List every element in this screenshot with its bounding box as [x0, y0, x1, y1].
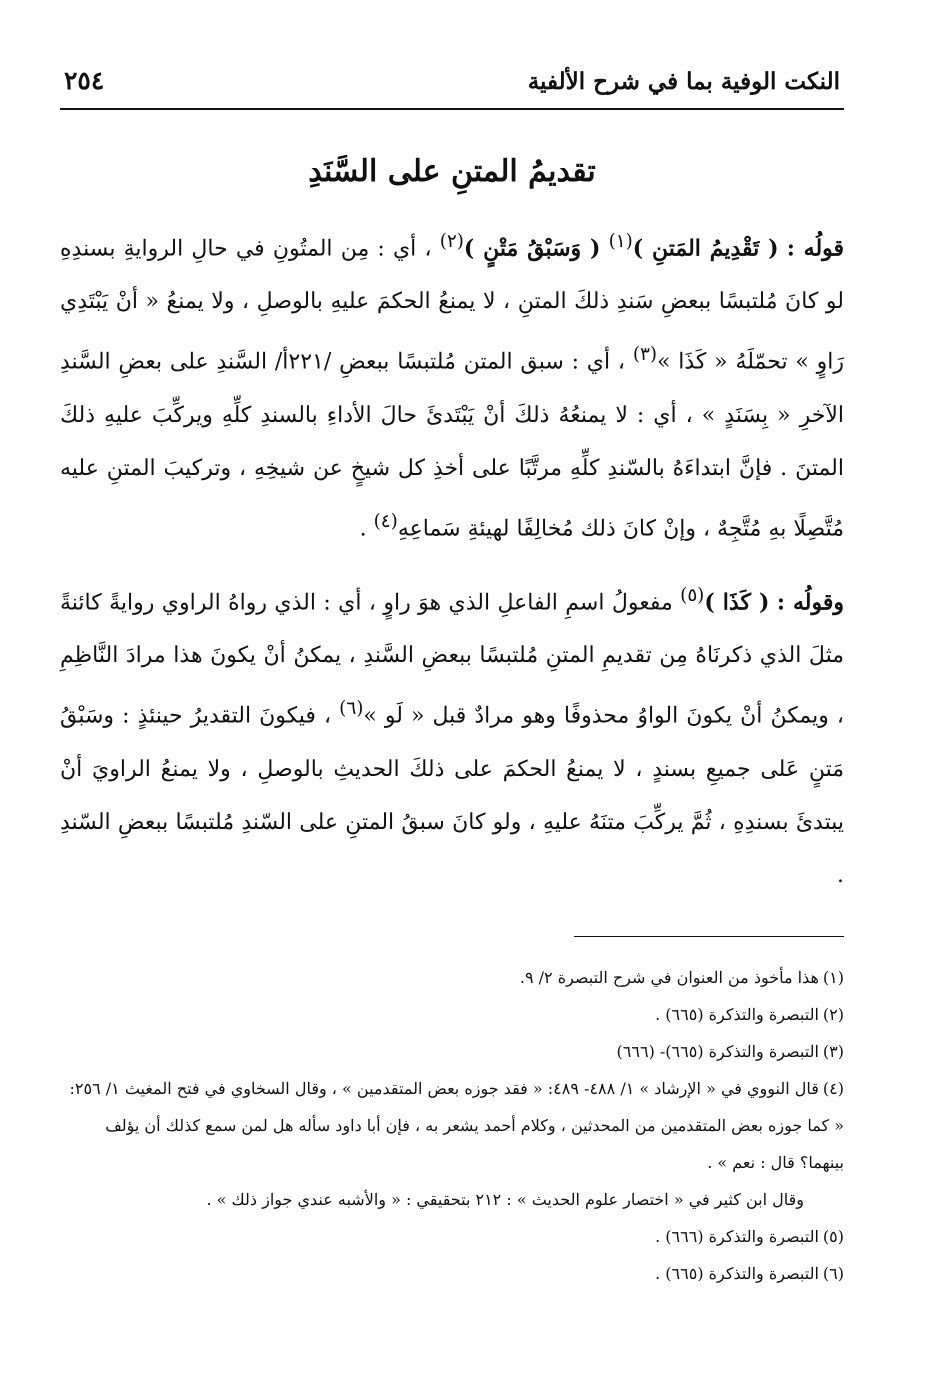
paragraph — [60, 569, 844, 902]
footnote-number: (٤) — [822, 1078, 844, 1098]
paragraph-text: مفعولُ اسمِ الفاعلِ الذي هوَ راوٍ ، أي : الذي رواهُ الراوي روايةً كائنةً مثلَ الذي ذكرنَاهُ مِن تقديمِ المتنِ مُلتبسًا ببعضِ السَّندِ ، يمكنُ أنْ يكونَ هذا مرادَ النَّاظِمِ ، ويمكنُ أنْ يكونَ الواوُ محذوفًا وهو مرادٌ قبل « لَو » — [60, 590, 844, 729]
paragraph-text: ، أي : سبق المتن مُلتبسًا ببعضِ /٢٢١أ/ السَّندِ على بعضِ السَّندِ الآخرِ « بِسَنَدٍ » ، أي : لا يمنعُهُ ذلكَ أنْ يَبْتَدئَ حالَ الأداءِ بالسندِ كلِّهِ ويركِّبَ عليهِ ذلكَ المتنَ . فإنَّ ابتداءَهُ بالسّندِ كلِّهِ مرتَّبًا على أخذِ كل شيخٍ عن شيخِهِ ، وتركيبَ المتنِ عليه مُتَّصِلًا بهِ مُتَّجِهٌ ، وإنْ كانَ ذلك مُخالِفًا لهيئةِ سَماعِهِ — [60, 349, 844, 541]
footnote-number: (٦) — [822, 1263, 844, 1283]
quoted-term: ( وَسَبْقُ مَتْنٍ ) — [463, 235, 601, 262]
footnote-ref[interactable]: (٦) — [339, 698, 364, 720]
footnote-text: وقال ابن كثير في « اختصار علوم الحديث » : ٢١٢ بتحقيقي : « والأشبه عندي جواز ذلك » . — [206, 1189, 804, 1209]
section-title: تقديمُ المتنِ على السَّنَدِ — [308, 154, 596, 189]
footnote-text: هذا مأخوذ من العنوان في شرح التبصرة ٢/ ٩. — [519, 967, 819, 987]
footnotes — [60, 959, 844, 1292]
paragraph-lead: وقولُه : — [776, 589, 844, 616]
running-title: النكت الوفية بما في شرح الألفية — [527, 68, 840, 95]
footnote-divider — [574, 936, 844, 937]
footnote — [60, 1033, 844, 1070]
footnote — [60, 1218, 844, 1255]
paragraph-text: ، فيكونَ التقديرُ حينئذٍ : وسَبْقُ مَتنٍ عَلى جميعِ بسندٍ ، لا يمنعُ الحكمَ على ذلكَ الحديثِ بالوصلِ ، ولا يمنعُ الراويَ أنْ يبتدئَ بسندِهِ ، ثُمَّ يركِّبَ متنَهُ عليهِ ، ولو كانَ سبقُ المتنِ على السّندِ مُلتبسًا ببعضِ السّندِ . — [60, 703, 844, 888]
paragraph — [60, 215, 844, 555]
footnote-text: التبصرة والتذكرة (٦٦٥) . — [655, 1263, 819, 1283]
footnote-ref[interactable]: (٤) — [373, 510, 398, 532]
footnote-ref[interactable]: (١) — [608, 231, 633, 252]
footnote-number: (٥) — [822, 1226, 844, 1246]
paragraph-text: . — [359, 515, 367, 541]
footnote-ref[interactable]: (٥) — [680, 584, 705, 606]
running-header — [60, 60, 844, 110]
footnote — [60, 996, 844, 1033]
book-page — [60, 60, 844, 1292]
footnote-text: قال النووي في « الإرشاد » ١/ ٤٨٨- ٤٨٩: « فقد جوزه بعض المتقدمين » ، وقال السخاوي في فتح المغيث ١/ ٢٥٦: « كما جوزه بعض المتقدمين من المحدثين ، وكلام أحمد يشعر به ، فإن أبا داود سأله هل لمن سمع كذلك أن يؤلف بينهما؟ قال : نعم » . — [69, 1078, 844, 1172]
page-number: ٢٥٤ — [64, 66, 105, 95]
footnote-text: التبصرة والتذكرة (٦٦٦) . — [655, 1226, 819, 1246]
footnote — [60, 959, 844, 996]
quoted-term: ( كَذَا ) — [704, 589, 770, 616]
footnote-ref[interactable]: (٢) — [439, 231, 464, 252]
footnote-text: التبصرة والتذكرة (٦٦٥)- (٦٦٦) — [616, 1041, 819, 1061]
main-text — [60, 215, 844, 902]
paragraph-text: ، أي : مِن المتُونِ في حالِ الروايةِ بسندِهِ لو كانَ مُلتبسًا ببعضِ سَندِ ذلكَ المتنِ ، لا يمنعُ الحكمَ عليهِ بالوصلِ ، ولا يمنعُ « أنْ يَبْتَدِي رَاوٍ » تحمّلَهُ « كَذَا » — [60, 236, 844, 375]
quoted-term: ( تَقْدِيمُ المَتنِ ) — [632, 235, 779, 262]
footnote-number: (٢) — [822, 1004, 844, 1024]
footnote-continuation — [60, 1181, 844, 1218]
paragraph-lead: قولُه : — [786, 235, 845, 262]
footnote — [60, 1070, 844, 1181]
footnote-number: (١) — [822, 967, 844, 987]
footnote — [60, 1255, 844, 1292]
footnote-text: التبصرة والتذكرة (٦٦٥) . — [655, 1004, 819, 1024]
footnote-ref[interactable]: (٣) — [632, 344, 657, 366]
footnote-number: (٣) — [822, 1041, 844, 1061]
